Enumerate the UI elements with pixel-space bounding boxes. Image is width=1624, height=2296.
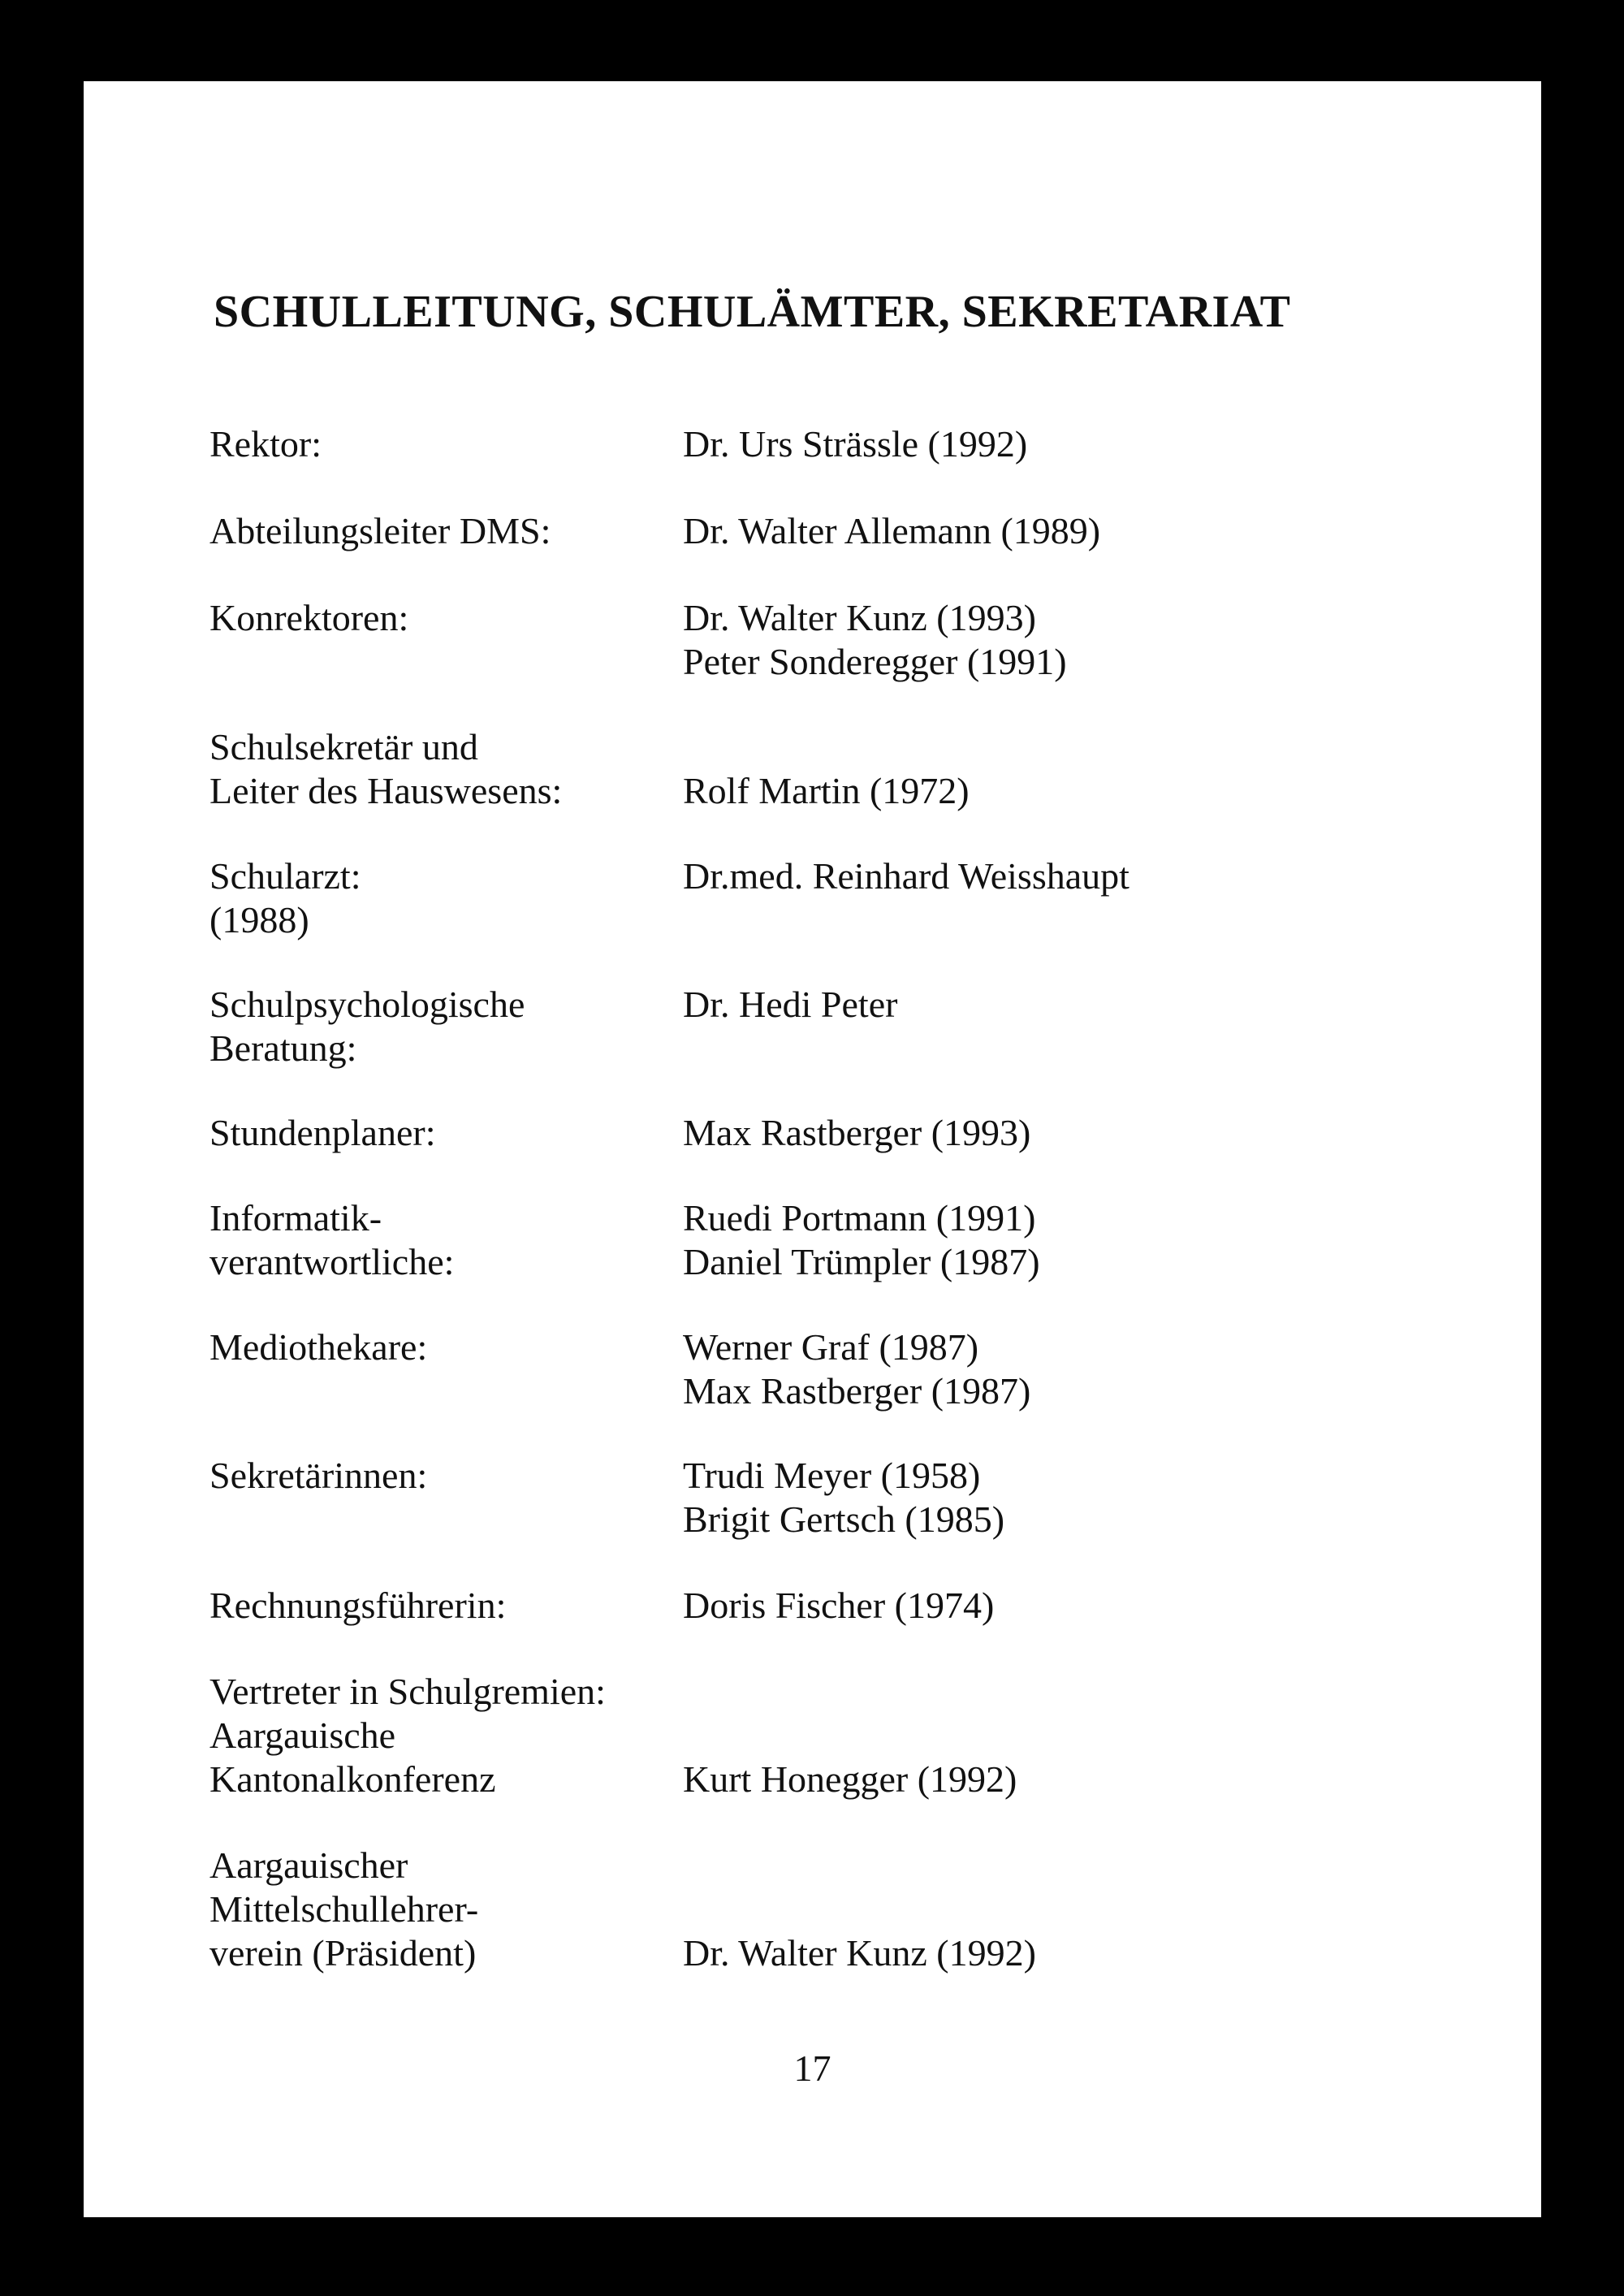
entry-label: Sekretärinnen:	[209, 1455, 428, 1496]
entry-value: Ruedi Portmann (1991) Daniel Trümpler (1987)	[683, 1197, 1040, 1282]
entry-value: Werner Graf (1987) Max Rastberger (1987)	[683, 1326, 1031, 1412]
entry-label: Aargauischer Mittelschullehrer- verein (Präsident)	[209, 1844, 479, 1974]
entry-value: Dr. Walter Kunz (1992)	[683, 1932, 1036, 1974]
entry-value: Dr. Urs Strässle (1992)	[683, 423, 1028, 465]
entry-label: Rechnungsführerin:	[209, 1585, 507, 1626]
entry-label: Stundenplaner:	[209, 1112, 436, 1153]
entry-value: Dr.med. Reinhard Weisshaupt	[683, 855, 1129, 897]
entry-value: Max Rastberger (1993)	[683, 1112, 1031, 1153]
entry-label: Schularzt: (1988)	[209, 855, 361, 940]
entry-value: Rolf Martin (1972)	[683, 770, 970, 811]
entry-label: Rektor:	[209, 423, 322, 465]
document-page	[84, 81, 1541, 2217]
entry-label: Konrektoren:	[209, 597, 409, 638]
entry-value: Dr. Walter Kunz (1993) Peter Sonderegger (1991)	[683, 597, 1067, 682]
entry-label: Mediothekare:	[209, 1326, 428, 1368]
entry-value: Kurt Honegger (1992)	[683, 1758, 1017, 1800]
entry-label: Informatik- verantwortliche:	[209, 1197, 455, 1282]
entry-label: Schulsekretär und Leiter des Hauswesens:	[209, 726, 563, 811]
entry-label: Schulpsychologische Beratung:	[209, 984, 525, 1069]
page-title: SCHULLEITUNG, SCHULÄMTER, SEKRETARIAT	[214, 287, 1291, 337]
entry-value: Doris Fischer (1974)	[683, 1585, 995, 1626]
page-number: 17	[793, 2047, 831, 2089]
entry-label: Vertreter in Schulgremien: Aargauische Kantonalkonferenz	[209, 1671, 606, 1800]
entry-value: Dr. Hedi Peter	[683, 984, 898, 1025]
entry-value: Dr. Walter Allemann (1989)	[683, 510, 1101, 551]
entry-value: Trudi Meyer (1958) Brigit Gertsch (1985)	[683, 1455, 1005, 1540]
entry-label: Abteilungsleiter DMS:	[209, 510, 551, 551]
